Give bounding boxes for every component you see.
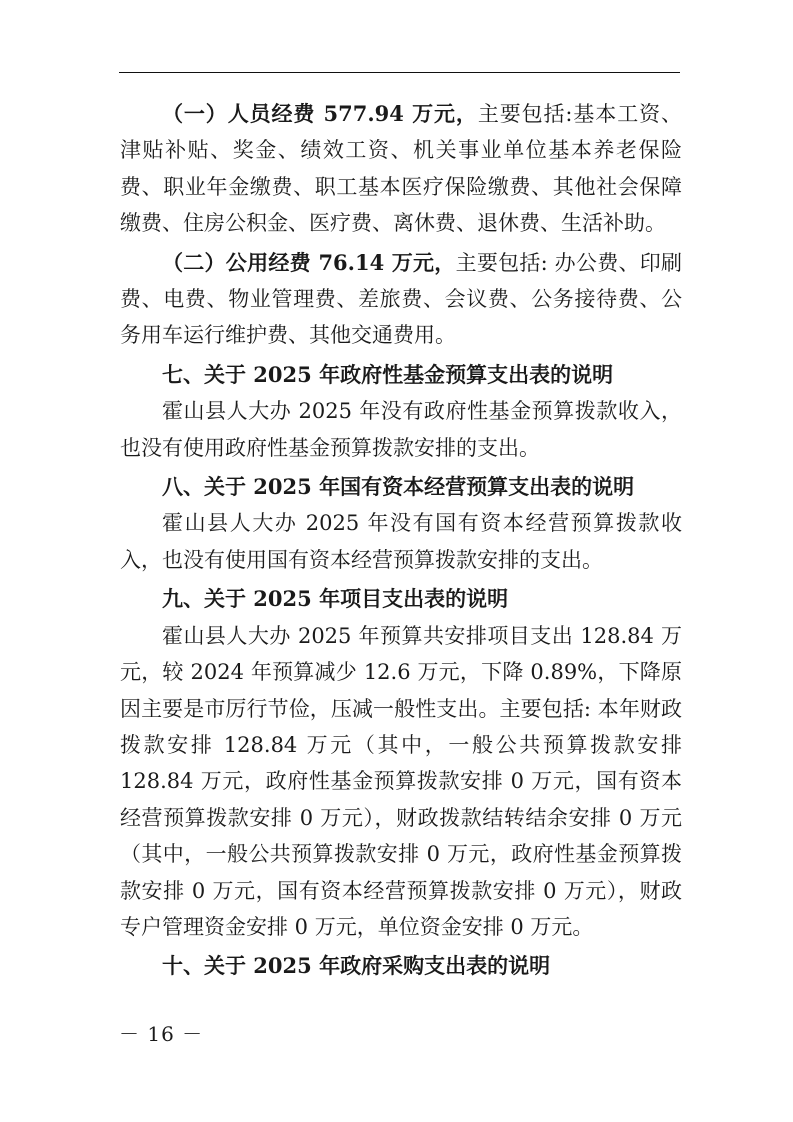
section-9-heading: 九、关于 2025 年项目支出表的说明 [162, 586, 509, 612]
section-7-text: 霍山县人大办 2025 年没有政府性基金预算拨款收入，也没有使用政府性基金预算拨款安排的支出。 [120, 399, 682, 460]
section-8-text: 霍山县人大办 2025 年没有国有资本经营预算拨款收入，也没有使用国有资本经营预算拨款安排的支出。 [120, 511, 682, 572]
personnel-expense-text: 主要包括:基本工资、津贴补贴、奖金、绩效工资、机关事业单位基本养老保险费、职业年金缴费、职工基本医疗保险缴费、其他社会保障缴费、住房公积金、医疗费、离休费、退休费、生活补助。 [120, 102, 682, 236]
document-body [120, 96, 682, 985]
public-expense-text: 主要包括: 办公费、印刷费、电费、物业管理费、差旅费、会议费、公务接待费、公务用车运行维护费、其他交通费用。 [120, 250, 682, 348]
section-9-text: 霍山县人大办 2025 年预算共安排项目支出 128.84 万元，较 2024 年预算减少 12.6 万元，下降 0.89%，下降原因主要是市厉行节俭，压减一般性支出。主要包括: 本年财政拨款安排 128.84 万元（其中，一般公共预算拨款安排 128.84 万元，政府性基金预算拨款安排 0 万元，国有资本经营预算拨款安排 0 万元），财政拨款结转结余安排 0 万元（其中，一般公共预算拨款安排 0 万元，政府性基金预算拨款安排 0 万元，国有资本经营预算拨款安排 0 万元），财政专户管理资金安排 0 万元，单位资金安排 0 万元。 [120, 623, 682, 939]
personnel-expense-paragraph [120, 96, 682, 242]
public-expense-paragraph [120, 245, 682, 354]
section-8-heading: 八、关于 2025 年国有资本经营预算支出表的说明 [162, 474, 635, 500]
section-10-heading: 十、关于 2025 年政府采购支出表的说明 [162, 953, 551, 979]
public-expense-lead: （二）公用经费 76.14 万元， [162, 249, 456, 275]
section-7-heading: 七、关于 2025 年政府性基金预算支出表的说明 [162, 361, 614, 387]
page-number: － 16 － [119, 1022, 204, 1046]
header-rule [119, 72, 680, 73]
personnel-expense-lead: （一）人员经费 577.94 万元， [162, 101, 478, 126]
